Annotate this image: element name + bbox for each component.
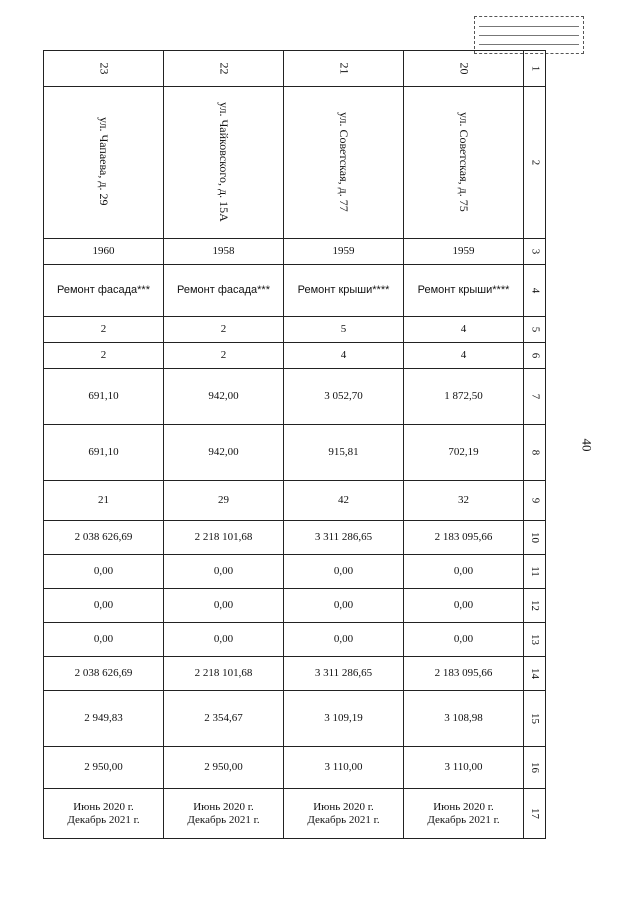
- year-value: 1959: [332, 245, 355, 257]
- row-number-cell: [524, 481, 546, 521]
- row-number-cell: [524, 425, 546, 481]
- table-cell: [44, 239, 164, 265]
- limit_cost-value: 3 110,00: [444, 761, 483, 773]
- c12-value: 0,00: [93, 599, 114, 611]
- cost_total-value: 2 183 095,66: [434, 531, 493, 543]
- table-cell: [44, 789, 164, 839]
- table-cell: [44, 265, 164, 317]
- table-row: [44, 747, 546, 789]
- residents-value: 21: [98, 494, 109, 506]
- work-value: Ремонт крыши****: [417, 284, 510, 296]
- row-number: 4: [529, 287, 541, 294]
- area_total-value: 1 872,50: [444, 390, 483, 402]
- entrances-value: 2: [100, 349, 107, 361]
- row-number-cell: [524, 623, 546, 657]
- row-number: 16: [529, 762, 541, 773]
- table-cell: [404, 623, 524, 657]
- table-cell: [404, 51, 524, 87]
- table-cell: [404, 239, 524, 265]
- row-number-cell: [524, 369, 546, 425]
- table-cell: [44, 747, 164, 789]
- row-number: 3: [529, 248, 541, 255]
- area_work-value: 691,10: [88, 446, 119, 458]
- row-number: 10: [529, 532, 541, 543]
- table-cell: [164, 343, 284, 369]
- table-row: [44, 343, 546, 369]
- floors-value: 2: [220, 323, 227, 335]
- c14-value: 3 311 286,65: [314, 667, 373, 679]
- table-cell: [404, 589, 524, 623]
- area_work-value: 915,81: [328, 446, 359, 458]
- row-number: 13: [529, 634, 541, 645]
- period-start: Июнь 2020 г.: [193, 800, 254, 813]
- table-cell: [404, 317, 524, 343]
- table-cell: [284, 555, 404, 589]
- table-cell: [164, 369, 284, 425]
- table-cell: [284, 51, 404, 87]
- table-cell: [44, 343, 164, 369]
- table-cell: [284, 343, 404, 369]
- c11-value: 0,00: [93, 565, 114, 577]
- area_total-value: 3 052,70: [324, 390, 363, 402]
- row-number: 12: [529, 600, 541, 611]
- unit_cost-value: 2 949,83: [84, 712, 123, 724]
- table-row: [44, 51, 546, 87]
- row-number: 14: [529, 668, 541, 679]
- table-cell: [284, 369, 404, 425]
- table-cell: [404, 481, 524, 521]
- row-number-cell: [524, 265, 546, 317]
- c14-value: 2 218 101,68: [194, 667, 253, 679]
- limit_cost-value: 3 110,00: [324, 761, 363, 773]
- table-row: [44, 789, 546, 839]
- table-cell: [44, 87, 164, 239]
- table-cell: [404, 425, 524, 481]
- row-number-cell: [524, 317, 546, 343]
- area_work-value: 702,19: [448, 446, 479, 458]
- table-cell: [284, 657, 404, 691]
- table-cell: [284, 265, 404, 317]
- row-number: 8: [529, 449, 541, 456]
- area_work-value: 942,00: [208, 446, 239, 458]
- entrances-value: 4: [340, 349, 347, 361]
- table-cell: [284, 691, 404, 747]
- table-cell: [284, 747, 404, 789]
- floors-value: 4: [460, 323, 467, 335]
- table-cell: [404, 555, 524, 589]
- table-cell: [44, 51, 164, 87]
- table-cell: [164, 481, 284, 521]
- table-cell: [164, 239, 284, 265]
- unit_cost-value: 2 354,67: [204, 712, 243, 724]
- c12-value: 0,00: [333, 599, 354, 611]
- repair-schedule-table: [43, 50, 546, 839]
- address-text: ул. Советская, д. 75: [457, 111, 471, 212]
- table-row: [44, 589, 546, 623]
- table-row: [44, 369, 546, 425]
- table-row: [44, 239, 546, 265]
- row-number: 5: [529, 326, 541, 333]
- table-cell: [404, 691, 524, 747]
- table-cell: [284, 239, 404, 265]
- period-end: Декабрь 2021 г.: [427, 813, 500, 826]
- entrances-value: 2: [220, 349, 227, 361]
- c12-value: 0,00: [453, 599, 474, 611]
- row-number: 7: [529, 393, 541, 400]
- table-cell: [164, 87, 284, 239]
- c11-value: 0,00: [333, 565, 354, 577]
- period-end: Декабрь 2021 г.: [187, 813, 260, 826]
- table-cell: [44, 425, 164, 481]
- page-number: 40: [579, 438, 595, 452]
- work-value: Ремонт фасада***: [57, 284, 150, 296]
- table-cell: [44, 555, 164, 589]
- period-end: Декабрь 2021 г.: [67, 813, 140, 826]
- area_total-value: 942,00: [208, 390, 239, 402]
- table-cell: [164, 317, 284, 343]
- row-number: 1: [529, 65, 541, 72]
- column-number: 21: [337, 62, 351, 74]
- table-cell: [284, 481, 404, 521]
- year-value: 1960: [92, 245, 115, 257]
- year-value: 1959: [452, 245, 475, 257]
- cost_total-value: 2 038 626,69: [74, 531, 133, 543]
- table-cell: [404, 789, 524, 839]
- table-cell: [164, 691, 284, 747]
- address-text: ул. Чайковского, д. 15А: [217, 101, 231, 222]
- row-number: 17: [529, 808, 541, 819]
- floors-value: 5: [340, 323, 347, 335]
- cost_total-value: 2 218 101,68: [194, 531, 253, 543]
- limit_cost-value: 2 950,00: [204, 761, 243, 773]
- work-value: Ремонт фасада***: [177, 284, 270, 296]
- table-cell: [404, 657, 524, 691]
- table-cell: [164, 555, 284, 589]
- row-number-cell: [524, 87, 546, 239]
- table-row: [44, 317, 546, 343]
- row-number-cell: [524, 691, 546, 747]
- table-cell: [164, 51, 284, 87]
- table-cell: [284, 425, 404, 481]
- row-number-cell: [524, 343, 546, 369]
- table-cell: [284, 789, 404, 839]
- cost_total-value: 3 311 286,65: [314, 531, 373, 543]
- table-cell: [284, 623, 404, 657]
- table-row: [44, 657, 546, 691]
- period-start: Июнь 2020 г.: [73, 800, 134, 813]
- row-number-cell: [524, 589, 546, 623]
- table-cell: [404, 87, 524, 239]
- unit_cost-value: 3 108,98: [444, 712, 483, 724]
- address-text: ул. Чапаева, д. 29: [97, 117, 111, 206]
- table-cell: [44, 691, 164, 747]
- table-cell: [44, 317, 164, 343]
- table-cell: [44, 589, 164, 623]
- column-number: 20: [457, 62, 471, 74]
- c14-value: 2 038 626,69: [74, 667, 133, 679]
- c13-value: 0,00: [93, 633, 114, 645]
- c12-value: 0,00: [213, 599, 234, 611]
- c14-value: 2 183 095,66: [434, 667, 493, 679]
- table-cell: [404, 265, 524, 317]
- row-number: 6: [529, 352, 541, 359]
- entrances-value: 4: [460, 349, 467, 361]
- c13-value: 0,00: [333, 633, 354, 645]
- c11-value: 0,00: [213, 565, 234, 577]
- floors-value: 2: [100, 323, 107, 335]
- residents-value: 29: [218, 494, 229, 506]
- row-number: 11: [529, 566, 541, 577]
- address-text: ул. Советская, д. 77: [337, 111, 351, 212]
- row-number: 2: [529, 159, 541, 166]
- row-number-cell: [524, 239, 546, 265]
- table-cell: [404, 369, 524, 425]
- row-number-cell: [524, 555, 546, 589]
- approval-stamp: [474, 16, 584, 54]
- table-cell: [164, 589, 284, 623]
- table-cell: [284, 87, 404, 239]
- row-number-cell: [524, 657, 546, 691]
- table-cell: [164, 265, 284, 317]
- table-row: [44, 555, 546, 589]
- row-number-cell: [524, 51, 546, 87]
- table-cell: [164, 657, 284, 691]
- period-start: Июнь 2020 г.: [313, 800, 374, 813]
- table-row: [44, 521, 546, 555]
- table-row: [44, 87, 546, 239]
- table-cell: [284, 589, 404, 623]
- work-value: Ремонт крыши****: [297, 284, 390, 296]
- table-cell: [164, 747, 284, 789]
- table-cell: [44, 623, 164, 657]
- table-cell: [164, 789, 284, 839]
- c13-value: 0,00: [213, 633, 234, 645]
- residents-value: 42: [338, 494, 349, 506]
- table-row: [44, 691, 546, 747]
- table-cell: [44, 369, 164, 425]
- table-cell: [164, 623, 284, 657]
- limit_cost-value: 2 950,00: [84, 761, 123, 773]
- area_total-value: 691,10: [88, 390, 119, 402]
- table-cell: [44, 481, 164, 521]
- table-row: [44, 265, 546, 317]
- row-number-cell: [524, 747, 546, 789]
- table-row: [44, 481, 546, 521]
- table-cell: [164, 425, 284, 481]
- table-row: [44, 623, 546, 657]
- table-cell: [404, 747, 524, 789]
- row-number-cell: [524, 789, 546, 839]
- table-row: [44, 425, 546, 481]
- year-value: 1958: [212, 245, 235, 257]
- table-cell: [284, 521, 404, 555]
- period-end: Декабрь 2021 г.: [307, 813, 380, 826]
- table-cell: [404, 343, 524, 369]
- table-cell: [44, 657, 164, 691]
- table-cell: [284, 317, 404, 343]
- period-start: Июнь 2020 г.: [433, 800, 494, 813]
- row-number-cell: [524, 521, 546, 555]
- column-number: 22: [217, 62, 231, 74]
- table-cell: [164, 521, 284, 555]
- row-number: 15: [529, 713, 541, 724]
- c11-value: 0,00: [453, 565, 474, 577]
- row-number: 9: [529, 497, 541, 504]
- residents-value: 32: [458, 494, 469, 506]
- table-cell: [404, 521, 524, 555]
- c13-value: 0,00: [453, 633, 474, 645]
- column-number: 23: [97, 62, 111, 74]
- table-cell: [44, 521, 164, 555]
- unit_cost-value: 3 109,19: [324, 712, 363, 724]
